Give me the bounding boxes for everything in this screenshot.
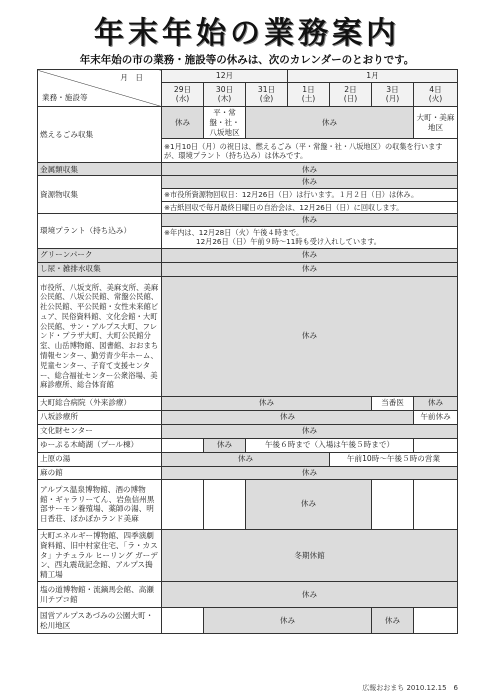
header-row-months [38, 70, 458, 83]
header-day: 29日 (水) [162, 82, 204, 106]
note-line: 12月26日（日）午前９時～11時も受け入れしています。 [196, 237, 381, 247]
table-row [38, 396, 458, 410]
status-cell: 休み [204, 438, 246, 452]
title-wrap [0, 8, 494, 52]
status-cell [162, 479, 204, 529]
table-row [38, 106, 458, 139]
status-cell: 休み [204, 608, 372, 634]
facility-name: 資源物収集 [38, 176, 162, 214]
note-cell: ※1月10日（月）の祝日は、燃えるごみ（平・常盤・社・八坂地区）の収集を行いますが、環境プラント（持ち込み）は休みです。 [162, 139, 458, 163]
status-cell: 休み [162, 262, 458, 276]
facility-name: 麻の館 [38, 466, 162, 479]
facility-name: し尿・雑排水収集 [38, 262, 162, 276]
status-cell [372, 479, 414, 529]
facility-name: 大町総合病院（外来診療） [38, 396, 162, 410]
header-month-label: 月 日 [120, 73, 143, 82]
facility-name: グリーンパーク [38, 248, 162, 262]
note-line: ※年内は、12月28日（火）午後４時まで。 [164, 228, 304, 238]
table-row [38, 176, 458, 189]
table-row [38, 424, 458, 438]
header-day: 4日 (火) [414, 82, 458, 106]
facility-name: 八坂診療所 [38, 410, 162, 424]
header-december: 12月 [162, 70, 288, 83]
table-row [38, 163, 458, 176]
status-cell [162, 608, 204, 634]
status-cell: 休み [372, 608, 414, 634]
status-cell: 休み [162, 214, 458, 227]
status-cell: 休み [162, 410, 414, 424]
facility-name: ゆーぷる木崎湖（プール棟） [38, 438, 162, 452]
table-row [38, 452, 458, 466]
table-row [38, 608, 458, 634]
table-row [38, 479, 458, 529]
header-corner [38, 70, 162, 107]
note-cell: ※市役所資源物回収日：12月26日（日）は行います。１月２日（日）は休み。 [162, 189, 458, 201]
table-row [38, 529, 458, 581]
status-cell: 休み [162, 396, 372, 410]
page-subtitle: 年末年始の市の業務・施設等の休みは、次のカレンダーのとおりです。 [79, 54, 415, 66]
facility-name: 金属類収集 [38, 163, 162, 176]
status-cell: 休み [162, 582, 458, 608]
status-cell: 冬期休館 [162, 529, 458, 581]
table-row [38, 410, 458, 424]
facility-name: 上原の湯 [38, 452, 162, 466]
facility-name: アルプス温泉博物館、酒の博物館・ギャラリーてん、岩魚信州黒部サーモン養殖場、薬師の湯、明日香荘、ぼかぼかランド美麻 [38, 479, 162, 529]
status-cell [414, 608, 458, 634]
status-cell: 大町・美麻地区 [414, 106, 458, 139]
status-cell: 休み [162, 276, 458, 396]
status-cell [162, 438, 204, 452]
header-day: 30日 (木) [204, 82, 246, 106]
facility-name: 環境プラント（持ち込み） [38, 214, 162, 249]
table-row [38, 438, 458, 452]
note-cell: ※古紙回収で毎月最終日曜日の自治会は、12月26日（日）に回収します。 [162, 201, 458, 213]
status-cell [414, 438, 458, 452]
header-day: 1日 (土) [288, 82, 330, 106]
status-cell: 休み [162, 163, 458, 176]
header-january: 1月 [288, 70, 458, 83]
header-day: 2日 (日) [330, 82, 372, 106]
status-cell: 休み [246, 479, 372, 529]
table-row [38, 214, 458, 227]
page-footer: 広報おおまち 2010.12.15 6 [362, 684, 458, 692]
status-cell: 休み [162, 452, 330, 466]
table-row [38, 262, 458, 276]
facility-name: 文化財センター [38, 424, 162, 438]
page-title: 年末年始の業務案内 [94, 16, 400, 51]
table-row [38, 466, 458, 479]
facility-name: 市役所、八坂支所、美麻支所、美麻公民館、八坂公民館、常盤公民館、社公民館、平公民館・女性未来館ビュア、民俗資料館、文化会館・大町公民館、サン・アルプス大町、フレンド・プラザ大町、大町公民館分室、山岳博物館、図書館、おおまち情報センター、勤労青少年ホーム、児童センター、子育て支援センター、総合福祉センター公衆浴場、美麻診療所、総合体育館 [38, 276, 162, 396]
facility-name: 国営アルプスあづみの公園大町・松川地区 [38, 608, 162, 634]
status-cell: 休み [162, 106, 204, 139]
facility-name: 塩の道博物館・流鏑馬会館、高瀬川テプコ館 [38, 582, 162, 608]
status-cell: 午前休み [414, 410, 458, 424]
header-day: 31日 (金) [246, 82, 288, 106]
status-cell: 休み [246, 106, 414, 139]
status-cell [204, 479, 246, 529]
status-cell: 休み [162, 176, 458, 189]
status-cell: 午後６時まで（入場は午後５時まで） [246, 438, 414, 452]
note-cell [162, 226, 458, 248]
status-cell: 平・常盤・社・八坂地区 [204, 106, 246, 139]
status-cell: 休み [162, 466, 458, 479]
status-cell [414, 479, 458, 529]
facility-name: 大町エネルギー博物館、四季演劇資料館、旧中村家住宅、「ラ・カスタ」ナチュラル ヒーリング ガーデン、西丸震哉記念館、アルプス搗精工場 [38, 529, 162, 581]
status-cell: 休み [162, 424, 458, 438]
status-cell: 午前10時～午後５時の営業 [330, 452, 458, 466]
status-cell: 当番医 [372, 396, 414, 410]
table-row [38, 276, 458, 396]
header-facility-label: 業務・施設等 [42, 93, 88, 102]
status-cell: 休み [414, 396, 458, 410]
table-row [38, 582, 458, 608]
facility-name: 燃えるごみ収集 [38, 106, 162, 163]
table-row [38, 248, 458, 262]
schedule-table [37, 69, 458, 634]
status-cell: 休み [162, 248, 458, 262]
header-day: 3日 (月) [372, 82, 414, 106]
